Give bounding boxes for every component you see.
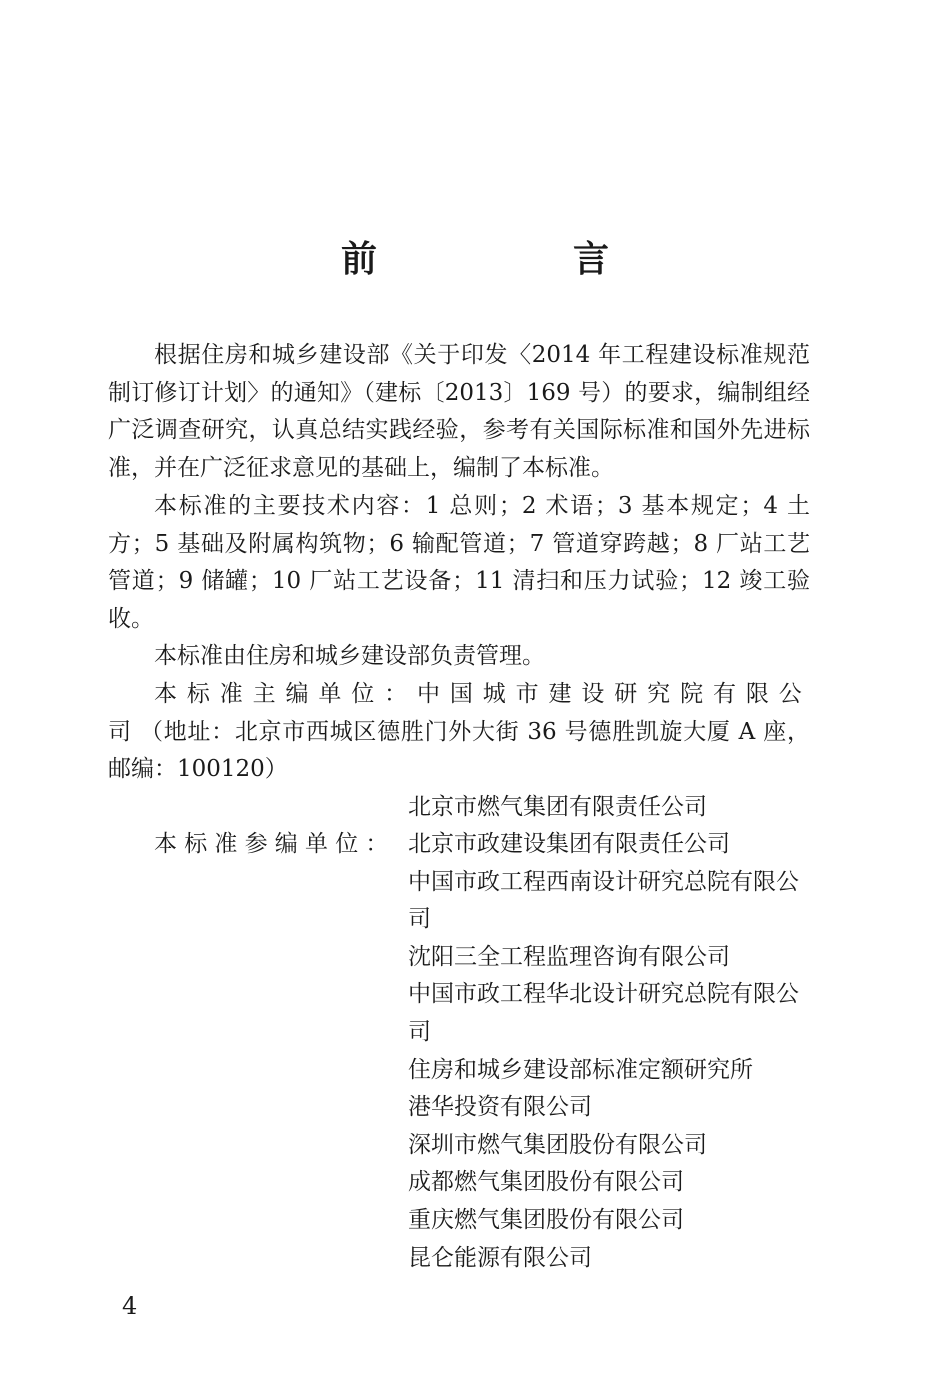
paragraph-contents-text: 本标准的主要技术内容：1 总则；2 术语；3 基本规定；4 土方；5 基础及附属构筑物；6 输配管道；7 管道穿跨越；8 厂站工艺管道；9 储罐；10 厂站工艺设备；11 清扫和压力试验；12 竣工验收。 (108, 493, 810, 632)
paragraph-chief-editor-text (108, 676, 810, 789)
org-item: 沈阳三全工程监理咨询有限公司 (408, 943, 730, 970)
org-item: 中国市政工程华北设计研究总院有限公司 (408, 981, 799, 1045)
participating-label: 本标准参编单位： (154, 831, 396, 857)
org-item: 深圳市燃气集团股份有限公司 (408, 1131, 707, 1158)
participating-first-org (408, 789, 810, 827)
chief-editor-label: 本标准主编单位：中国城市建设研究院有限公司 (108, 681, 810, 745)
org-item: 昆仑能源有限公司 (408, 1244, 592, 1271)
org-item: 中国市政工程西南设计研究总院有限公司 (408, 868, 799, 933)
page-title: 前 言 (340, 239, 689, 280)
org-item: 北京市燃气集团有限责任公司 (408, 794, 707, 820)
chief-editor-address: （地址：北京市西城区德胜门外大街 36 号德胜凯旋大厦 A 座，邮编：100120） (108, 718, 810, 783)
paragraph-contents (108, 488, 810, 638)
org-item: 北京市政建设集团有限责任公司 (408, 831, 730, 857)
org-item: 港华投资有限公司 (408, 1094, 592, 1121)
paragraph-management (108, 638, 810, 676)
paragraph-chief-editor (108, 676, 810, 789)
participating-org-list (408, 826, 810, 1277)
page-number: 4 (122, 1292, 138, 1320)
paragraph-basis-text: 根据住房和城乡建设部《关于印发〈2014 年工程建设标准规范制订修订计划〉的通知》（建标〔2013〕169 号）的要求，编制组经广泛调查研究，认真总结实践经验，参考有关国际标准和国外先进标准，并在广泛征求意见的基础上，编制了本标准。 (108, 342, 810, 481)
org-item: 重庆燃气集团股份有限公司 (408, 1206, 684, 1233)
paragraph-basis (108, 337, 810, 487)
org-item: 住房和城乡建设部标准定额研究所 (408, 1056, 753, 1083)
paragraph-management-text: 本标准由住房和城乡建设部负责管理。 (154, 643, 545, 669)
org-item: 成都燃气集团股份有限公司 (408, 1169, 684, 1196)
